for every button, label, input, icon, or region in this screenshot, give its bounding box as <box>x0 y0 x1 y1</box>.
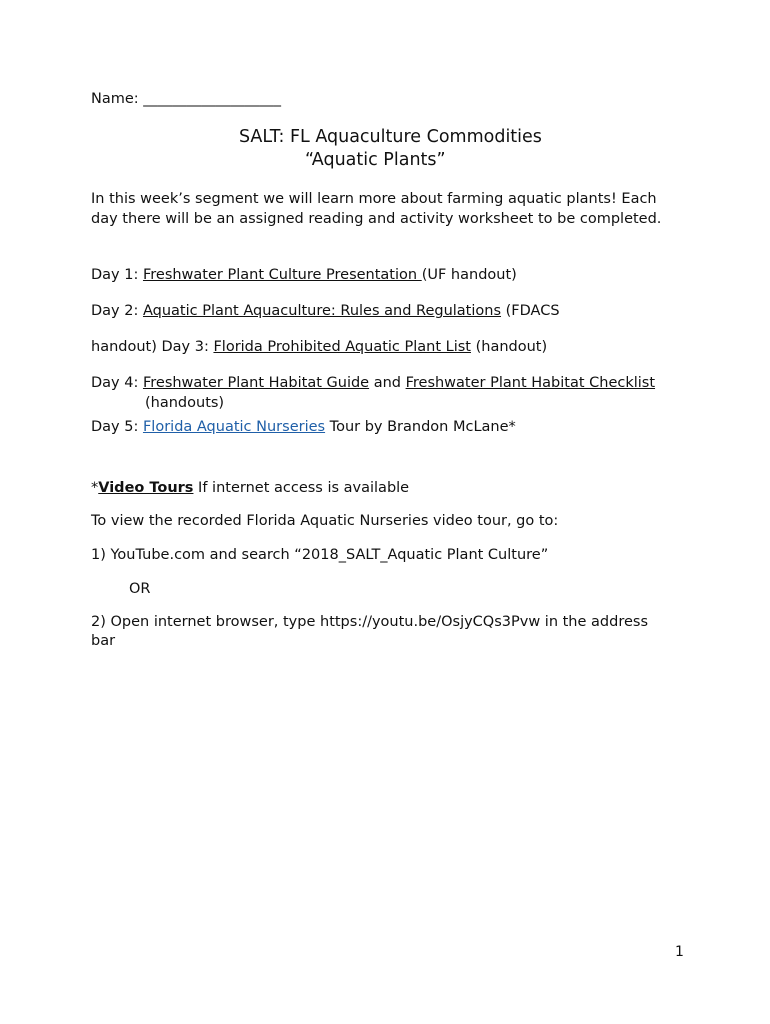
video-or: OR <box>129 581 151 597</box>
video-step-2-line-1: 2) Open internet browser, type https://youtu.be/OsjyCQs3Pvw in the address <box>91 614 648 630</box>
day-1-reading-link[interactable]: Freshwater Plant Culture Presentation <box>142 267 422 283</box>
day-3-reading-link[interactable]: Florida Prohibited Aquatic Plant List <box>213 339 471 355</box>
name-label: Name: <box>91 91 144 107</box>
title-line-1: SALT: FL Aquaculture Commodities <box>239 127 542 147</box>
day-4-prefix: Day 4: <box>91 375 143 391</box>
day-4-line <box>91 373 655 393</box>
day-4-habitat-checklist-link[interactable]: Freshwater Plant Habitat Checklist <box>405 375 656 391</box>
video-step-1: 1) YouTube.com and search “2018_SALT_Aquatic Plant Culture” <box>91 547 549 563</box>
day-4-continuation: (handouts) <box>145 395 225 411</box>
day-5-line <box>91 417 516 437</box>
day-2-suffix: (FDACS <box>501 303 560 319</box>
video-step-2-line-2: bar <box>91 633 116 649</box>
day-2-prefix: Day 2: <box>91 303 143 319</box>
title-line-2: “Aquatic Plants” <box>305 150 446 170</box>
video-instructions: To view the recorded Florida Aquatic Nurseries video tour, go to: <box>91 513 559 529</box>
day-4-middle: and <box>369 375 406 391</box>
day-3-prefix: handout) Day 3: <box>91 339 214 355</box>
name-field <box>91 89 281 109</box>
video-tours-suffix: If internet access is available <box>193 480 410 496</box>
video-tours-heading: Video Tours <box>98 480 194 496</box>
day-2-reading-link[interactable]: Aquatic Plant Aquaculture: Rules and Regulations <box>142 303 502 319</box>
day-3-suffix: (handout) <box>470 339 548 355</box>
day-2-line <box>91 301 560 321</box>
video-tours-star: * <box>91 480 99 496</box>
day-3-line <box>91 337 547 357</box>
day-1-prefix: Day 1: <box>91 267 143 283</box>
day-1-line <box>91 265 517 285</box>
video-tours-heading-line <box>91 478 409 498</box>
day-4-habitat-guide-link[interactable]: Freshwater Plant Habitat Guide <box>142 375 370 391</box>
name-blank[interactable]: ___________________ <box>143 91 282 107</box>
day-5-suffix: Tour by Brandon McLane* <box>325 419 516 435</box>
intro-paragraph: In this week’s segment we will learn more about farming aquatic plants! Each day there will be an assigned reading and activity worksheet to be completed. <box>91 191 662 227</box>
page-number: 1 <box>675 944 684 960</box>
day-1-suffix: (UF handout) <box>421 267 517 283</box>
day-5-prefix: Day 5: <box>91 419 143 435</box>
day-5-nurseries-link[interactable]: Florida Aquatic Nurseries <box>142 419 326 435</box>
